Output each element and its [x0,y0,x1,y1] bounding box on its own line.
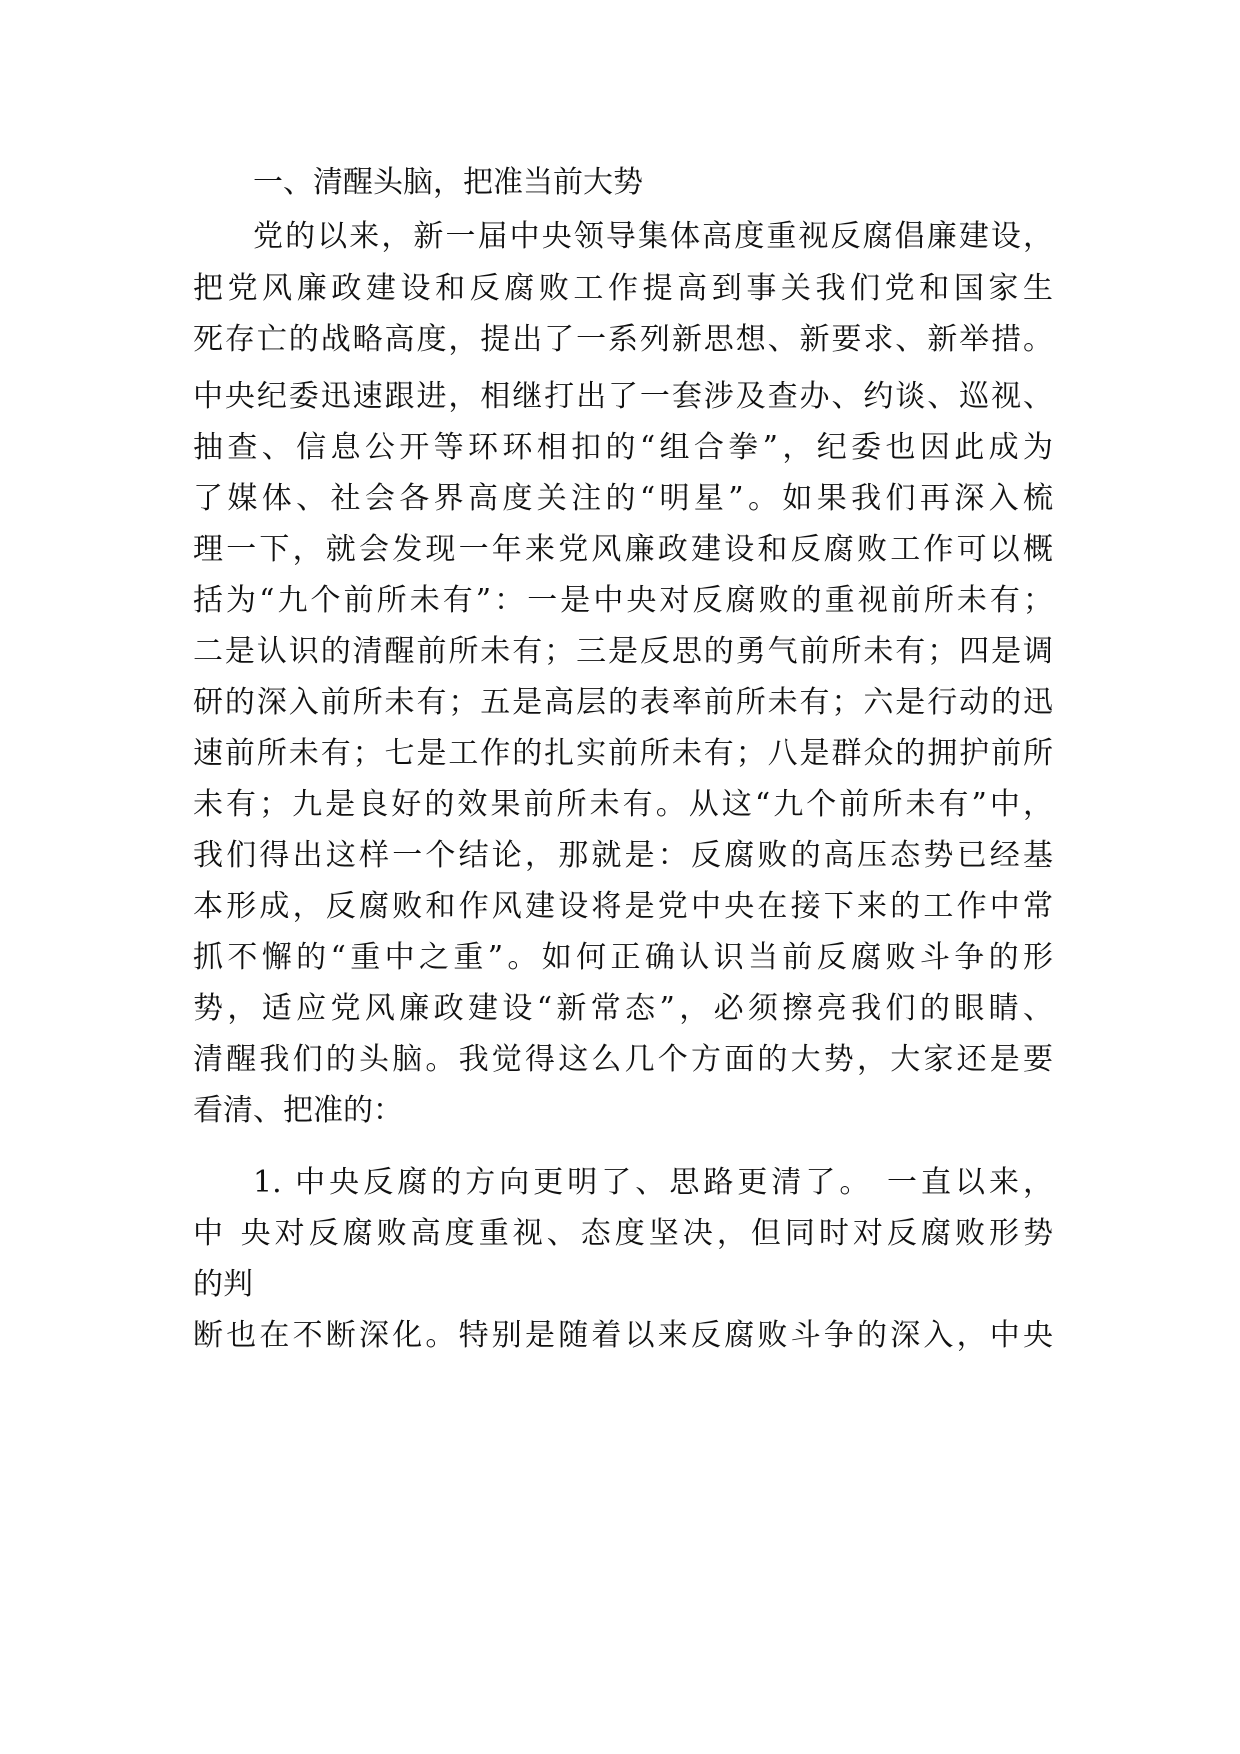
paragraph-3-line-1: 1. 中央反腐的方向更明了、思路更清了。 一直以来， [253,1165,1053,1200]
paragraph-3-line-4: 断也在不断深化。特别是随着以来反腐败斗争的深入，中央 [193,1318,1053,1353]
paragraph-2-line-9: 未有；九是良好的效果前所未有。从这“九个前所未有”中， [193,787,1053,822]
paragraph-2-line-3: 了媒体、社会各界高度关注的“明星”。如果我们再深入梳 [193,481,1053,516]
paragraph-2-line-2: 抽查、信息公开等环环相扣的“组合拳”，纪委也因此成为 [193,430,1053,465]
paragraph-1-line-3: 死存亡的战略高度，提出了一系列新思想、新要求、新举措。 [193,322,1053,357]
paragraph-2-line-1: 中央纪委迅速跟进，相继打出了一套涉及查办、约谈、巡视、 [193,379,1053,414]
paragraph-2-line-11: 本形成，反腐败和作风建设将是党中央在接下来的工作中常 [193,889,1053,924]
paragraph-2-line-7: 研的深入前所未有；五是高层的表率前所未有；六是行动的迅 [193,685,1053,720]
paragraph-2-line-12: 抓不懈的“重中之重”。如何正确认识当前反腐败斗争的形 [193,940,1053,975]
paragraph-2-line-10: 我们得出这样一个结论，那就是：反腐败的高压态势已经基 [193,838,1053,873]
paragraph-2-line-14: 清醒我们的头脑。我觉得这么几个方面的大势，大家还是要 [193,1042,1053,1077]
paragraph-1-line-2: 把党风廉政建设和反腐败工作提高到事关我们党和国家生 [193,271,1053,306]
paragraph-3-line-2: 中 央对反腐败高度重视、态度坚决，但同时对反腐败形势 [193,1216,1053,1251]
paragraph-1-line-1: 党的以来，新一届中央领导集体高度重视反腐倡廉建设， [253,219,1053,254]
paragraph-2-line-4: 理一下，就会发现一年来党风廉政建设和反腐败工作可以概 [193,532,1053,567]
paragraph-2-line-15: 看清、把准的： [193,1093,403,1128]
paragraph-2-line-5: 括为“九个前所未有”：一是中央对反腐败的重视前所未有； [193,583,1053,618]
paragraph-3-line-3: 的判 [193,1267,253,1302]
paragraph-2-line-8: 速前所未有；七是工作的扎实前所未有；八是群众的拥护前所 [193,736,1053,771]
paragraph-2-line-6: 二是认识的清醒前所未有；三是反思的勇气前所未有；四是调 [193,634,1053,669]
section-heading: 一、清醒头脑，把准当前大势 [253,165,643,200]
paragraph-2-line-13: 势，适应党风廉政建设“新常态”，必须擦亮我们的眼睛、 [193,991,1053,1026]
